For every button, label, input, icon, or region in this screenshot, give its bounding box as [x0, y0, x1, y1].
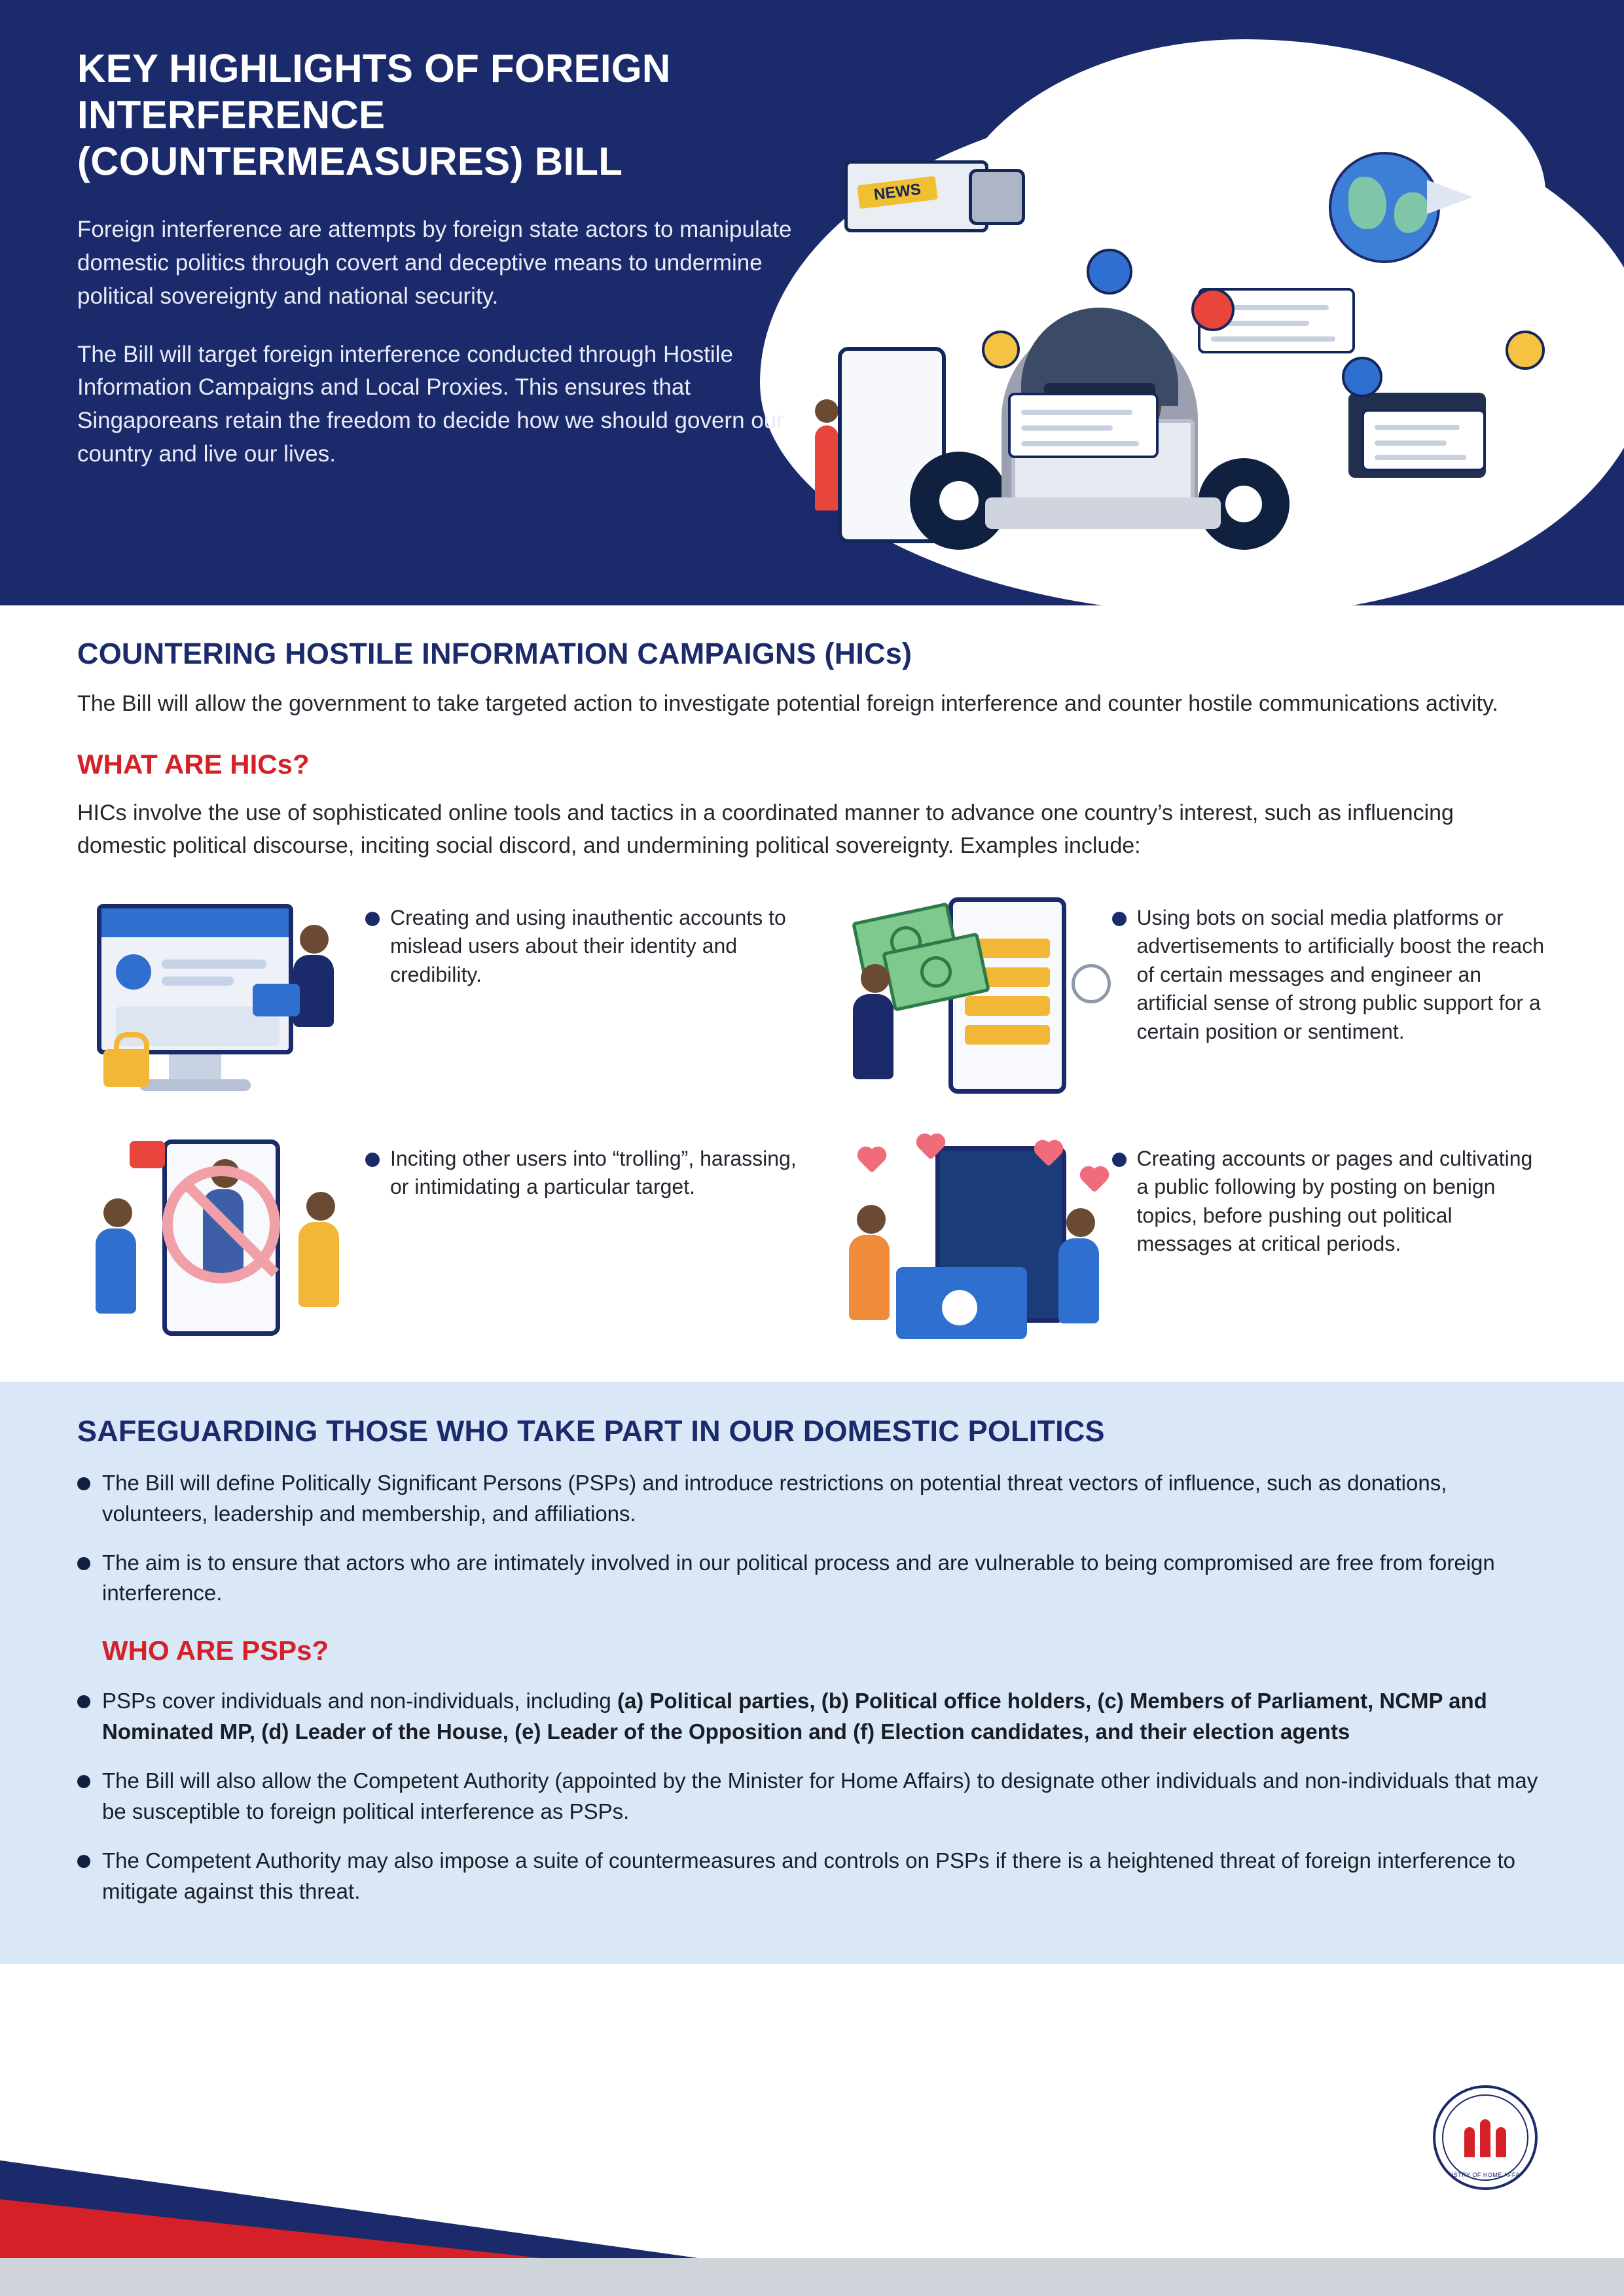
- hic-example-text: Using bots on social media platforms or advertisements to artificially boost the reach of certain messages and engineer an artificial sense of strong public support for a certain position or sentiment.: [1136, 905, 1545, 1043]
- hic-example-text: Creating and using inauthentic accounts to mislead users about their identity and credibility.: [390, 905, 786, 986]
- thumbs-down-icon: [1342, 357, 1382, 397]
- globe-icon: [1329, 152, 1440, 263]
- hic-example-item: [824, 886, 1547, 1115]
- heart-icon: [859, 1149, 884, 1174]
- header-paragraph-2: The Bill will target foreign interference conducted through Hostile Information Campaigns and Local Proxies. This ensures that Singaporeans retain the freedom to decide how we should govern our country and live our lives.: [77, 341, 784, 467]
- scribble-icon: [1072, 964, 1111, 1003]
- tablet-icon: [253, 984, 300, 1016]
- play-button-icon: [942, 1290, 977, 1325]
- psp-coverage-bold: (a) Political parties, (b) Political office holders, (c) Members of Parliament, NCMP and Nominated MP, (d) Leader of the House, (e) Leader of the Opposition and (f) Election candidates, and their election agents: [102, 1689, 1487, 1744]
- angry-emoji-icon: [1191, 288, 1235, 331]
- hics-definition: HICs involve the use of sophisticated online tools and tactics in a coordinated manner to advance one country’s interest, such as influencing domestic political discourse, inciting social discord, and undermining political sovereignty. Examples include:: [77, 800, 1454, 858]
- bullet-dot: [365, 912, 380, 926]
- hic-example-text-block: [1112, 886, 1547, 1047]
- bullet-dot: [1112, 1153, 1127, 1167]
- header-paragraph-1: Foreign interference are attempts by foreign state actors to manipulate domestic politics through covert and deceptive means to undermine political sovereignty and national security.: [77, 217, 792, 309]
- list-item: [77, 1846, 1547, 1907]
- laptop-base-icon: [985, 497, 1221, 529]
- header-text-block: [77, 46, 850, 471]
- who-are-psps-subheading: WHO ARE PSPs?: [102, 1635, 329, 1666]
- trolling-harassment-illustration: [77, 1126, 365, 1355]
- psp-bullet-text: The aim is to ensure that actors who are intimately involved in our political process and are vulnerable to being compromised are free from foreign interference.: [102, 1550, 1495, 1605]
- paid-bots-phone-illustration: [824, 886, 1112, 1115]
- chat-bubble-icon: [1008, 393, 1159, 458]
- social-following-illustration: [824, 1126, 1112, 1355]
- bullet-dot: [365, 1153, 380, 1167]
- sad-emoji-icon: [1506, 331, 1545, 370]
- hic-example-text-block: [365, 886, 801, 990]
- hic-example-item: [824, 1126, 1547, 1355]
- page-title-line-1: KEY HIGHLIGHTS OF FOREIGN INTERFERENCE: [77, 46, 671, 137]
- bullet-dot: [77, 1775, 90, 1788]
- heart-icon: [1082, 1169, 1106, 1193]
- bullet-dot: [77, 1695, 90, 1708]
- hic-example-item: [77, 886, 801, 1115]
- bullet-dot: [77, 1557, 90, 1570]
- hic-example-text: Inciting other users into “trolling”, harassing, or intimidating a particular target.: [390, 1146, 797, 1199]
- news-camera-icon: [844, 160, 988, 232]
- list-item: [77, 1548, 1547, 1609]
- fake-account-monitor-illustration: [77, 886, 365, 1115]
- bullet-dot: [77, 1855, 90, 1868]
- hic-examples-grid: [77, 886, 1547, 1355]
- prohibited-icon: [162, 1166, 280, 1283]
- hic-example-text: Creating accounts or pages and cultivating a public following by posting on benign topics, before pushing out political messages at critical periods.: [1136, 1146, 1533, 1256]
- page-title-line-2: (COUNTERMEASURES) BILL: [77, 139, 623, 183]
- thumbs-down-icon: [1087, 249, 1132, 295]
- psp-bullet-text: The Bill will also allow the Competent Authority (appointed by the Minister for Home Affairs) to designate other individuals and non-individuals that may be susceptible to foreign political interference as PSPs.: [102, 1768, 1538, 1823]
- header-banner: [0, 0, 1624, 605]
- lock-icon: [103, 1049, 149, 1087]
- hic-example-text-block: [365, 1126, 801, 1202]
- page-title: [77, 46, 850, 185]
- footer-ribbons: [0, 2159, 1624, 2296]
- hic-example-text-block: [1112, 1126, 1547, 1259]
- hic-example-item: [77, 1126, 801, 1355]
- paper-plane-icon: [1427, 180, 1473, 214]
- psp-bullet-text: The Bill will define Politically Significant Persons (PSPs) and introduce restrictions on potential threat vectors of influence, such as donations, volunteers, leadership and membership, and affiliations.: [102, 1470, 1447, 1526]
- list-item: [77, 1766, 1547, 1827]
- section-hic-heading: COUNTERING HOSTILE INFORMATION CAMPAIGNS (HICs): [77, 637, 912, 670]
- psp-bullet-text: The Competent Authority may also impose a suite of countermeasures and controls on PSPs if there is a heightened threat of foreign interference to mitigate against this threat.: [102, 1848, 1516, 1903]
- section-countering-hics: [0, 605, 1624, 1382]
- sad-emoji-icon: [982, 331, 1020, 368]
- what-are-hics-subheading: WHAT ARE HICs?: [77, 749, 310, 780]
- list-item: [77, 1686, 1547, 1748]
- section-psp-heading: SAFEGUARDING THOSE WHO TAKE PART IN OUR DOMESTIC POLITICS: [77, 1414, 1105, 1448]
- chat-bubble-icon: [1362, 409, 1486, 471]
- psp-top-bullets: [77, 1468, 1547, 1609]
- psp-bottom-bullets: [77, 1686, 1547, 1907]
- crest-caption: MINISTRY OF HOME AFFAIRS: [1439, 2172, 1531, 2178]
- footer-grey-bar: [0, 2258, 1624, 2296]
- flag-icon: [130, 1141, 165, 1168]
- news-tag-label: NEWS: [857, 176, 937, 209]
- section-hic-intro: The Bill will allow the government to take targeted action to investigate potential foreign interference and counter hostile communications activity.: [77, 691, 1498, 716]
- psp-coverage-text: [102, 1686, 1547, 1748]
- bullet-dot: [1112, 912, 1127, 926]
- bullet-dot: [77, 1477, 90, 1490]
- camera-lens-icon: [969, 169, 1025, 225]
- list-item: [77, 1468, 1547, 1530]
- section-safeguarding-psps: [0, 1382, 1624, 1965]
- psp-coverage-prefix: PSPs cover individuals and non-individuals, including: [102, 1689, 617, 1713]
